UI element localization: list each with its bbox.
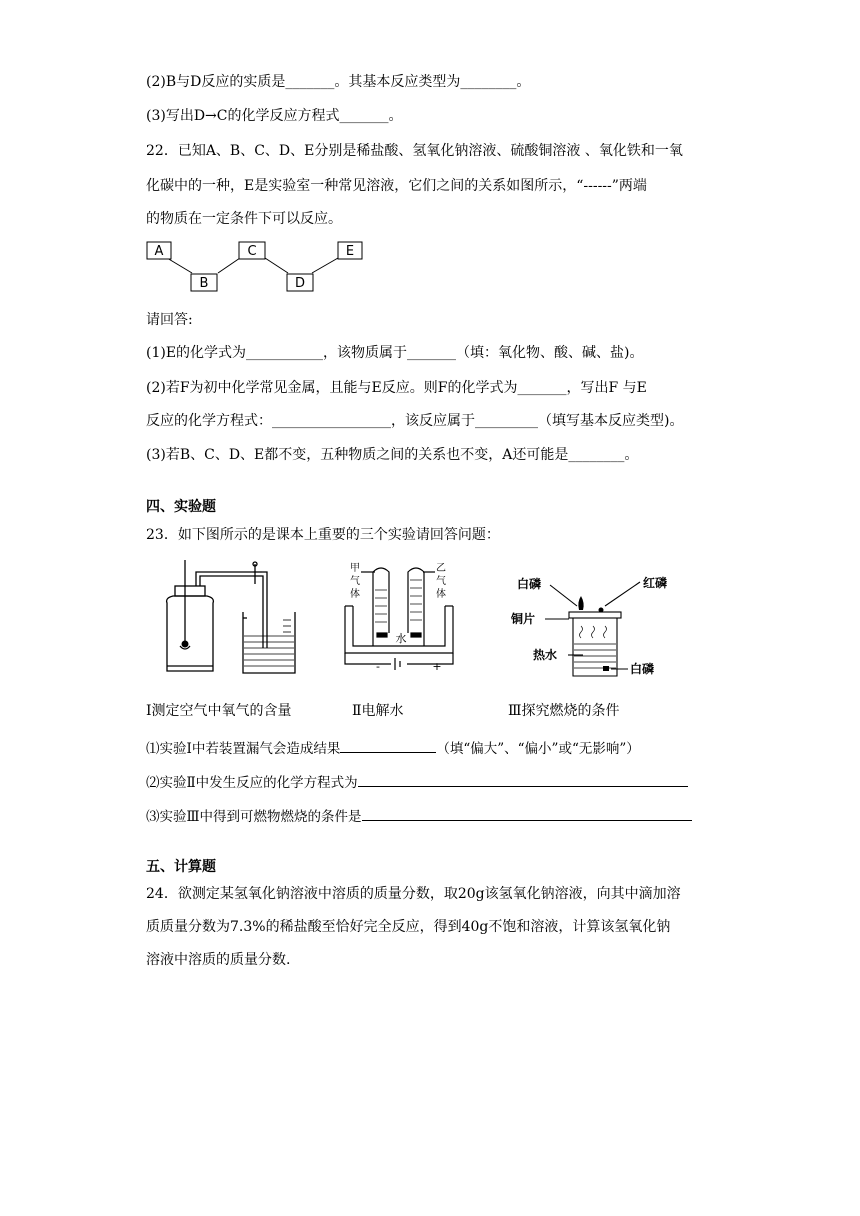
section-heading-calculation: 五、计算题 bbox=[146, 859, 216, 875]
box-D bbox=[287, 274, 313, 291]
q22-stem-line3: 的物质在一定条件下可以反应。 bbox=[146, 211, 342, 227]
gas-b-char3: 体 bbox=[436, 589, 446, 600]
box-E bbox=[338, 242, 362, 259]
minus-terminal: - bbox=[376, 660, 380, 673]
q21-part3: (3)写出D→C的化学反应方程式_______。 bbox=[146, 108, 403, 124]
q23-part3-text: ⑶实验Ⅲ中得到可燃物燃烧的条件是 bbox=[146, 809, 362, 825]
q22-part1: (1)E的化学式为___________，该物质属于_______（填：氧化物、酸、碱、盐)。 bbox=[146, 345, 644, 361]
gas-b-char2: 气 bbox=[436, 576, 446, 587]
fig3-combustion-apparatus bbox=[505, 568, 675, 683]
box-A bbox=[147, 242, 171, 259]
fig3-caption: Ⅲ探究燃烧的条件 bbox=[508, 703, 620, 719]
copper-plate-label: 铜片 bbox=[511, 612, 536, 626]
water-label: 水 bbox=[395, 632, 407, 645]
q24-line2: 质质量分数为7.3%的稀盐酸至恰好完全反应，得到40g不饱和溶液，计算该氢氧化钠 bbox=[146, 919, 671, 935]
fig2-electrolysis-apparatus bbox=[335, 558, 465, 683]
fig1-caption: Ⅰ测定空气中氧气的含量 bbox=[146, 703, 292, 719]
gas-b-char1: 乙 bbox=[436, 563, 446, 574]
q22-stem-line1: 22．已知A、B、C、D、E分别是稀盐酸、氢氧化钠溶液、硫酸铜溶液 、氧化铁和一氧 bbox=[146, 143, 683, 159]
red-phosphorus-label: 红磷 bbox=[643, 576, 668, 590]
section-heading-experiment: 四、实验题 bbox=[146, 499, 216, 515]
q24-line3: 溶液中溶质的质量分数. bbox=[146, 952, 291, 968]
white-phosphorus-label: 白磷 bbox=[517, 577, 542, 591]
q22-part2-line2: 反应的化学方程式：_________________，该反应属于_________（填写基本反应类型)。 bbox=[146, 413, 684, 429]
q23-part1 bbox=[146, 738, 640, 759]
q23-part3-blank bbox=[362, 806, 692, 821]
q24-line1: 24．欲测定某氢氧化钠溶液中溶质的质量分数，取20g该氢氧化钠溶液，向其中滴加溶 bbox=[146, 886, 681, 902]
box-C bbox=[239, 242, 265, 259]
q23-part2-blank bbox=[358, 772, 688, 787]
label-A: A bbox=[154, 244, 164, 259]
q22-part2-line1: (2)若F为初中化学常见金属，且能与E反应。则F的化学式为_______，写出F 与E bbox=[146, 380, 647, 396]
q22-prompt: 请回答: bbox=[146, 312, 193, 328]
fig2-caption: Ⅱ电解水 bbox=[352, 703, 404, 719]
label-C: C bbox=[247, 244, 257, 259]
q23-part1-options: （填“偏大”、“偏小”或“无影响”） bbox=[436, 741, 640, 757]
label-E: E bbox=[345, 244, 355, 259]
hot-water-label: 热水 bbox=[533, 648, 558, 662]
q23-part1-blank bbox=[340, 738, 436, 753]
box-B bbox=[191, 274, 217, 291]
q23-part2-text: ⑵实验Ⅱ中发生反应的化学方程式为 bbox=[146, 775, 358, 791]
q22-relation-diagram bbox=[140, 238, 380, 298]
q22-part3: (3)若B、C、D、E都不变，五种物质之间的关系也不变，A还可能是________。 bbox=[146, 447, 639, 463]
gas-a-char1: 甲 bbox=[350, 563, 360, 574]
q21-part2: (2)B与D反应的实质是_______。其基本反应类型为________。 bbox=[146, 74, 531, 90]
white-phosphorus-2-label: 白磷 bbox=[630, 662, 655, 676]
q22-stem-line2: 化碳中的一种，E是实验室一种常见溶液，它们之间的关系如图所示，“------”两端 bbox=[146, 178, 647, 194]
gas-a-char3: 体 bbox=[350, 589, 360, 600]
q23-part2 bbox=[146, 772, 688, 793]
label-B: B bbox=[199, 276, 209, 291]
q23-part1-text: ⑴实验Ⅰ中若装置漏气会造成结果 bbox=[146, 741, 341, 757]
plus-terminal: + bbox=[432, 660, 442, 673]
q23-part3 bbox=[146, 806, 692, 827]
gas-a-char2: 气 bbox=[350, 576, 360, 587]
label-D: D bbox=[294, 276, 306, 291]
fig1-oxygen-apparatus bbox=[155, 558, 310, 683]
q23-stem: 23．如下图所示的是课本上重要的三个实验请回答问题： bbox=[146, 527, 500, 543]
